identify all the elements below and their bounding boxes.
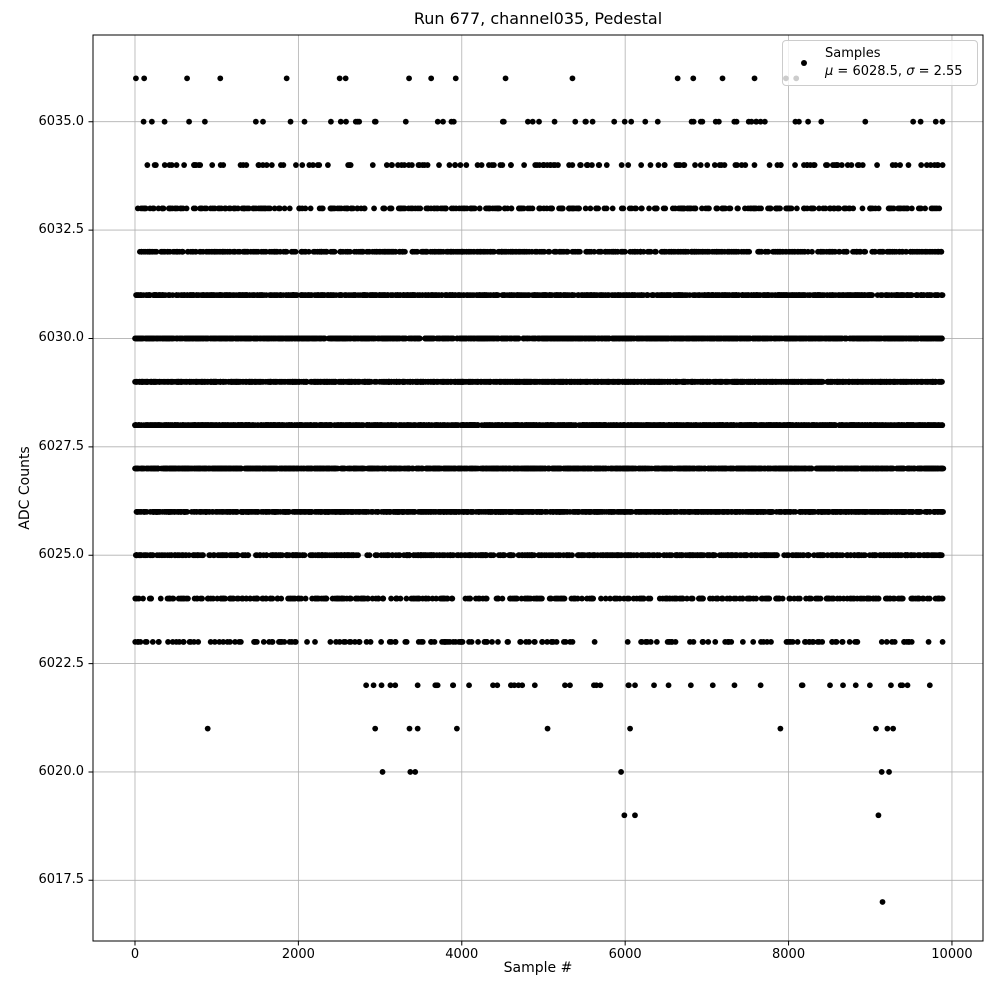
x-tick-label: 0 [130,947,140,962]
legend-text [825,45,963,81]
y-tick-label: 6032.5 [38,222,84,238]
legend-marker-dot-icon [801,60,807,66]
x-axis-label: Sample # [503,960,573,976]
y-axis-label: ADC Counts [17,446,33,530]
x-tick-label: 4000 [445,947,479,962]
y-tick-label: 6020.0 [38,763,84,779]
y-tick-label: 6027.5 [38,438,84,454]
y-tick-label: 6035.0 [38,113,84,129]
legend-marker [783,60,825,66]
chart-title: Run 677, channel035, Pedestal [413,9,663,28]
y-tick-label: 6017.5 [38,872,84,888]
x-tick-label: 6000 [608,947,642,962]
x-tick-label: 10000 [931,947,973,962]
legend-stats-label: μ = 6028.5, σ = 2.55 [825,64,963,79]
y-tick-label: 6025.0 [38,547,84,563]
x-tick-label: 2000 [281,947,315,962]
legend-series-label: Samples [825,46,881,61]
y-tick-label: 6030.0 [38,330,84,346]
y-tick-label: 6022.5 [38,655,84,671]
x-tick-label: 8000 [772,947,806,962]
legend [782,40,978,86]
